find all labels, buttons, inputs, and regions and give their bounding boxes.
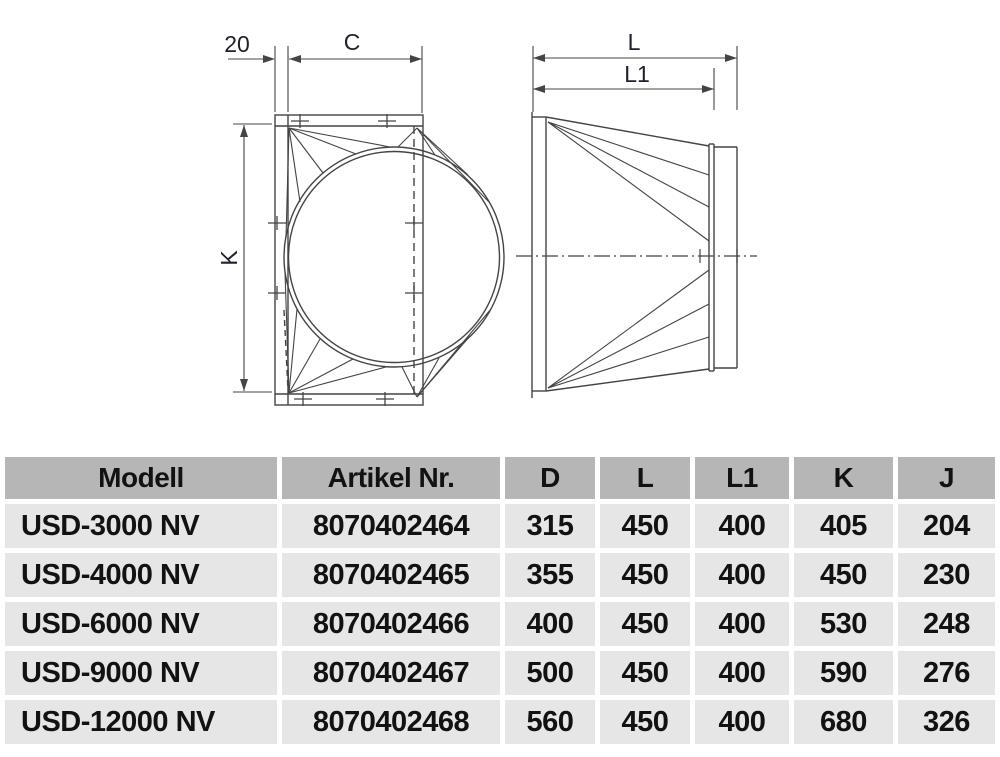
table-row bbox=[5, 504, 995, 548]
value-cell-l: 450 bbox=[600, 504, 690, 548]
value-cell-k: 590 bbox=[794, 651, 893, 695]
value-cell-d: 315 bbox=[505, 504, 595, 548]
header-artikel-nr: Artikel Nr. bbox=[282, 457, 500, 499]
value-cell-l1: 400 bbox=[695, 700, 789, 744]
value-cell-k: 450 bbox=[794, 553, 893, 597]
model-cell: USD-4000 NV bbox=[5, 553, 277, 597]
value-cell-l: 450 bbox=[600, 553, 690, 597]
cone-top-line bbox=[546, 117, 709, 146]
dim-label-c: C bbox=[343, 29, 361, 55]
value-cell-j: 248 bbox=[898, 602, 995, 646]
value-cell-k: 405 bbox=[794, 504, 893, 548]
artikel-cell: 8070402467 bbox=[282, 651, 500, 695]
value-cell-k: 680 bbox=[794, 700, 893, 744]
table-row bbox=[5, 700, 995, 744]
value-cell-l1: 400 bbox=[695, 651, 789, 695]
side-view bbox=[516, 46, 757, 398]
header-modell: Modell bbox=[5, 457, 277, 499]
dim-label-k: K bbox=[216, 250, 242, 266]
gore-lines bbox=[285, 128, 491, 397]
header-l1: L1 bbox=[695, 457, 789, 499]
dim-label-l1: L1 bbox=[624, 61, 650, 87]
value-cell-d: 400 bbox=[505, 602, 595, 646]
dim-label-20: 20 bbox=[224, 31, 250, 57]
header-d: D bbox=[505, 457, 595, 499]
model-cell: USD-3000 NV bbox=[5, 504, 277, 548]
artikel-cell: 8070402464 bbox=[282, 504, 500, 548]
header-j: J bbox=[898, 457, 995, 499]
table-row bbox=[5, 602, 995, 646]
front-view bbox=[228, 46, 504, 406]
value-cell-k: 530 bbox=[794, 602, 893, 646]
value-cell-d: 355 bbox=[505, 553, 595, 597]
dim-label-l: L bbox=[627, 29, 641, 55]
value-cell-l1: 400 bbox=[695, 602, 789, 646]
model-cell: USD-12000 NV bbox=[5, 700, 277, 744]
model-cell: USD-6000 NV bbox=[5, 602, 277, 646]
value-cell-l1: 400 bbox=[695, 553, 789, 597]
header-k: K bbox=[794, 457, 893, 499]
value-cell-l: 450 bbox=[600, 602, 690, 646]
spigot bbox=[709, 144, 737, 371]
artikel-cell: 8070402466 bbox=[282, 602, 500, 646]
value-cell-j: 276 bbox=[898, 651, 995, 695]
value-cell-j: 326 bbox=[898, 700, 995, 744]
artikel-cell: 8070402468 bbox=[282, 700, 500, 744]
model-cell: USD-9000 NV bbox=[5, 651, 277, 695]
header-l: L bbox=[600, 457, 690, 499]
value-cell-j: 204 bbox=[898, 504, 995, 548]
cone-gore-lines bbox=[548, 122, 709, 388]
cone-bottom-line bbox=[546, 369, 709, 391]
value-cell-l1: 400 bbox=[695, 504, 789, 548]
artikel-cell: 8070402465 bbox=[282, 553, 500, 597]
round-opening-inner bbox=[289, 152, 500, 363]
value-cell-d: 560 bbox=[505, 700, 595, 744]
value-cell-l: 450 bbox=[600, 700, 690, 744]
spec-table bbox=[0, 452, 1000, 749]
table-row bbox=[5, 553, 995, 597]
value-cell-d: 500 bbox=[505, 651, 595, 695]
value-cell-j: 230 bbox=[898, 553, 995, 597]
dim-c bbox=[289, 46, 422, 113]
round-opening-outer bbox=[284, 147, 504, 367]
table-header-row bbox=[5, 457, 995, 499]
table-row bbox=[5, 651, 995, 695]
value-cell-l: 450 bbox=[600, 651, 690, 695]
